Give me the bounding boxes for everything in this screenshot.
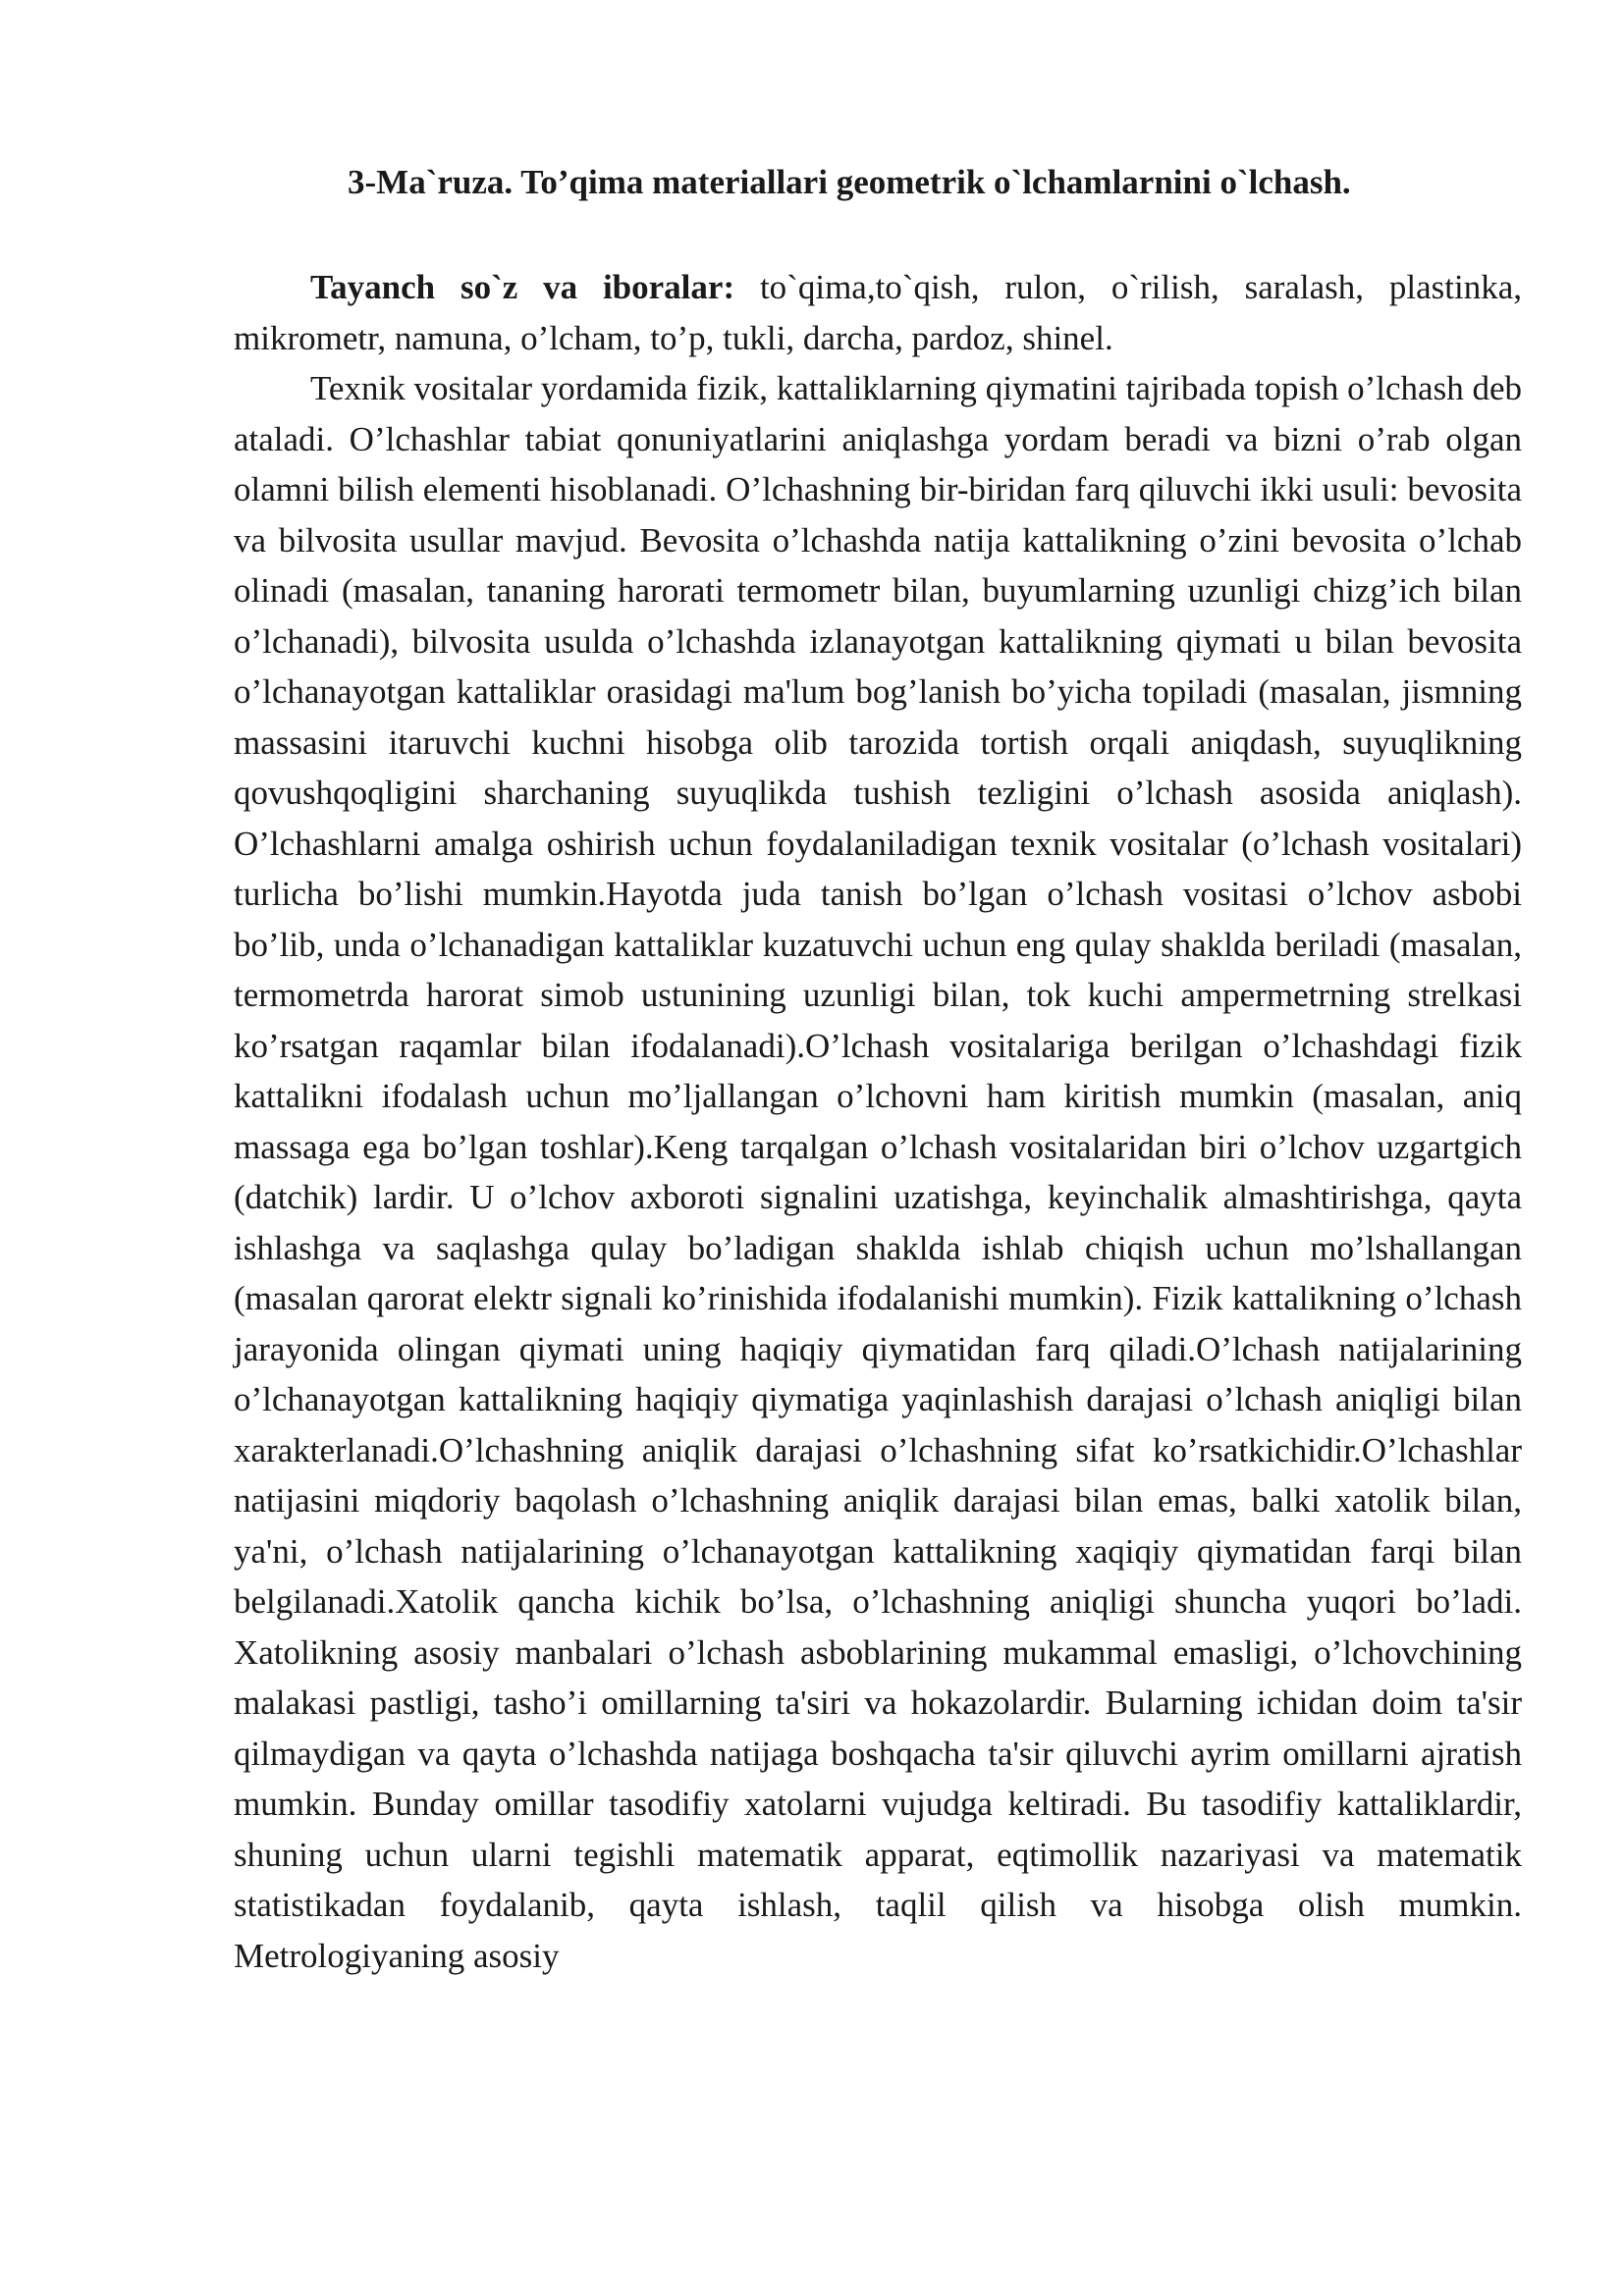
keywords-text: to`qima,to`qish, rulon, o`rilish, saralash, plastinka, mikrometr, namuna, o’lcham, to’p, tukli, darcha, pardoz, shinel. <box>234 268 1523 357</box>
keywords-label: Tayanch so`z va iboralar: <box>310 268 735 306</box>
document-page <box>234 157 1522 1981</box>
keywords-paragraph <box>234 262 1522 363</box>
body-paragraph: Texnik vositalar yordamida fizik, kattaliklarning qiymatini tajribada topish o’lchash deb ataladi. O’lchashlar tabiat qonuniyatlarini aniqlashga yordam beradi va bizni o’rab olgan olamni bilish elementi hisoblanadi. O’lchashning bir-biridan farq qiluvchi ikki usuli: bevosita va bilvosita usullar mavjud. Bevosita o’lchashda natija kattalikning o’zini bevosita o’lchab olinadi (masalan, tananing harorati termometr bilan, buyumlarning uzunligi chizg’ich bilan o’lchanadi), bilvosita usulda o’lchashda izlanayotgan kattalikning qiymati u bilan bevosita o’lchanayotgan kattaliklar orasidagi ma'lum bog’lanish bo’yicha topiladi (masalan, jismning massasini itaruvchi kuchni hisobga olib tarozida tortish orqali aniqdash, suyuqlikning qovushqoqligini sharchaning suyuqlikda tushish tezligini o’lchash asosida aniqlash). O’lchashlarni amalga oshirish uchun foydalaniladigan texnik vositalar (o’lchash vositalari) turlicha bo’lishi mumkin.Hayotda juda tanish bo’lgan o’lchash vositasi o’lchov asbobi bo’lib, unda o’lchanadigan kattaliklar kuzatuvchi uchun eng qulay shaklda beriladi (masalan, termometrda harorat simob ustunining uzunligi bilan, tok kuchi ampermetrning strelkasi ko’rsatgan raqamlar bilan ifodalanadi).O’lchash vositalariga berilgan o’lchashdagi fizik kattalikni ifodalash uchun mo’ljallangan o’lchovni ham kiritish mumkin (masalan, aniq massaga ega bo’lgan toshlar).Keng tarqalgan o’lchash vositalaridan biri o’lchov uzgartgich (datchik) lardir. U o’lchov axboroti signalini uzatishga, keyinchalik almashtirishga, qayta ishlashga va saqlashga qulay bo’ladigan shaklda ishlab chiqish uchun mo’lshallangan (masalan qarorat elektr signali ko’rinishida ifodalanishi mumkin). Fizik kattalikning o’lchash jarayonida olingan qiymati uning haqiqiy qiymatidan farq qiladi.O’lchash natijalarining o’lchanayotgan kattalikning haqiqiy qiymatiga yaqinlashish darajasi o’lchash aniqligi bilan xarakterlanadi.O’lchashning aniqlik darajasi o’lchashning sifat ko’rsatkichidir.O’lchashlar natijasini miqdoriy baqolash o’lchashning aniqlik darajasi bilan emas, balki xatolik bilan, ya'ni, o’lchash natijalarining o’lchanayotgan kattalikning xaqiqiy qiymatidan farqi bilan belgilanadi.Xatolik qancha kichik bo’lsa, o’lchashning aniqligi shuncha yuqori bo’ladi. Xatolikning asosiy manbalari o’lchash asboblarining mukammal emasligi, o’lchovchining malakasi pastligi, tasho’i omillarning ta'siri va hokazolardir. Bularning ichidan doim ta'sir qilmaydigan va qayta o’lchashda natijaga boshqacha ta'sir qiluvchi ayrim omillarni ajratish mumkin. Bunday omillar tasodifiy xatolarni vujudga keltiradi. Bu tasodifiy kattaliklardir, shuning uchun ularni tegishli matematik apparat, eqtimollik nazariyasi va matematik statistikadan foydalanib, qayta ishlash, taqlil qilish va hisobga olish mumkin. Metrologiyaning asosiy <box>234 369 1522 1975</box>
lecture-title: 3-Ma`ruza. To’qima materiallari geometrik o`lchamlarnini o`lchash. <box>348 163 1351 201</box>
